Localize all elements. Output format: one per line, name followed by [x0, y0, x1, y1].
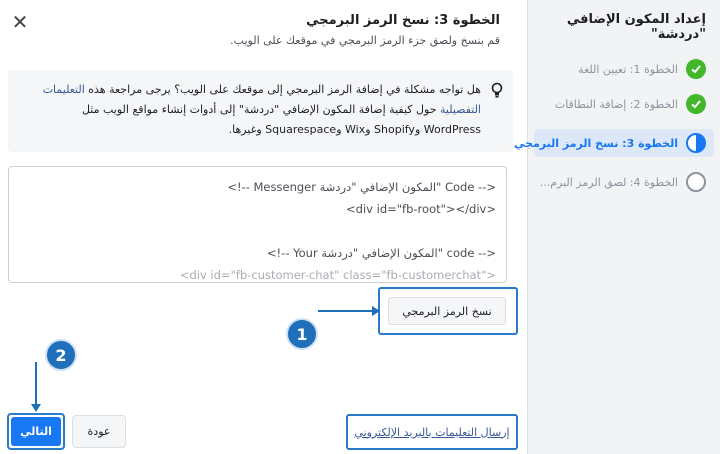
- sidebar-step-label: الخطوة 4: لصق الرمز البرم...: [539, 175, 678, 189]
- lightbulb-icon: [491, 82, 503, 98]
- page-title: الخطوة 3: نسخ الرمز البرمجي: [306, 13, 500, 28]
- code-line: <!-- Messenger المكون الإضافي "دردشة" Code -->: [227, 180, 496, 194]
- check-icon: [686, 94, 706, 114]
- sidebar-step-2[interactable]: [534, 90, 714, 118]
- next-button[interactable]: التالي: [11, 417, 61, 446]
- page-subtitle: قم بنسخ ولصق جزء الرمز البرمجي في موقعك على الويب.: [230, 34, 500, 47]
- sidebar-step-4[interactable]: [534, 168, 714, 196]
- callout-badge-1: 1: [286, 318, 318, 350]
- code-snippet-box[interactable]: [8, 166, 507, 283]
- sidebar-step-1[interactable]: [534, 55, 714, 83]
- detailed-instructions-link[interactable]: التعليمات التفصيلية: [42, 83, 481, 116]
- close-icon[interactable]: ✕: [11, 10, 29, 34]
- help-info-box: [8, 70, 513, 152]
- setup-sidebar: [513, 0, 720, 454]
- back-button[interactable]: عودة: [72, 415, 126, 448]
- next-button-highlight: [7, 413, 65, 450]
- callout-arrow: [318, 305, 380, 317]
- callout-arrow: [30, 362, 42, 412]
- email-link-highlight: [346, 414, 518, 450]
- copy-button-highlight: [378, 287, 518, 335]
- email-instructions-link[interactable]: إرسال التعليمات بالبريد الإلكتروني: [354, 425, 510, 439]
- half-circle-progress-icon: [686, 133, 706, 153]
- sidebar-step-label: الخطوة 3: نسخ الرمز البرمجي: [513, 136, 678, 150]
- code-line: <!-- Your المكون الإضافي "دردشة" code -->: [266, 246, 496, 260]
- code-line: <div id="fb-root"></div>: [346, 202, 496, 216]
- sidebar-title: إعداد المكون الإضافي "دردشة": [566, 12, 706, 42]
- empty-circle-icon: [686, 172, 706, 192]
- callout-badge-2: 2: [45, 339, 77, 371]
- sidebar-step-label: الخطوة 1: تعيين اللغة: [578, 62, 678, 76]
- code-line: [19, 220, 496, 242]
- sidebar-step-label: الخطوة 2: إضافة النطاقات: [554, 97, 678, 111]
- check-icon: [686, 59, 706, 79]
- code-line: <div id="fb-customer-chat" class="fb-customerchat">: [179, 268, 496, 282]
- sidebar-step-3[interactable]: [513, 129, 714, 157]
- copy-code-button[interactable]: نسخ الرمز البرمجي: [388, 297, 506, 325]
- help-text: هل تواجه مشكلة في إضافة الرمز البرمجي إلى موقعك على الويب؟ يرجى مراجعة هذه التعليمات التفصيلية حول كيفية إضافة المكون الإضافي "دردشة" إلى أدوات إنشاء مواقع الويب مثل WordPress وShopify وWix وSquarespace وغيرها.: [42, 83, 481, 136]
